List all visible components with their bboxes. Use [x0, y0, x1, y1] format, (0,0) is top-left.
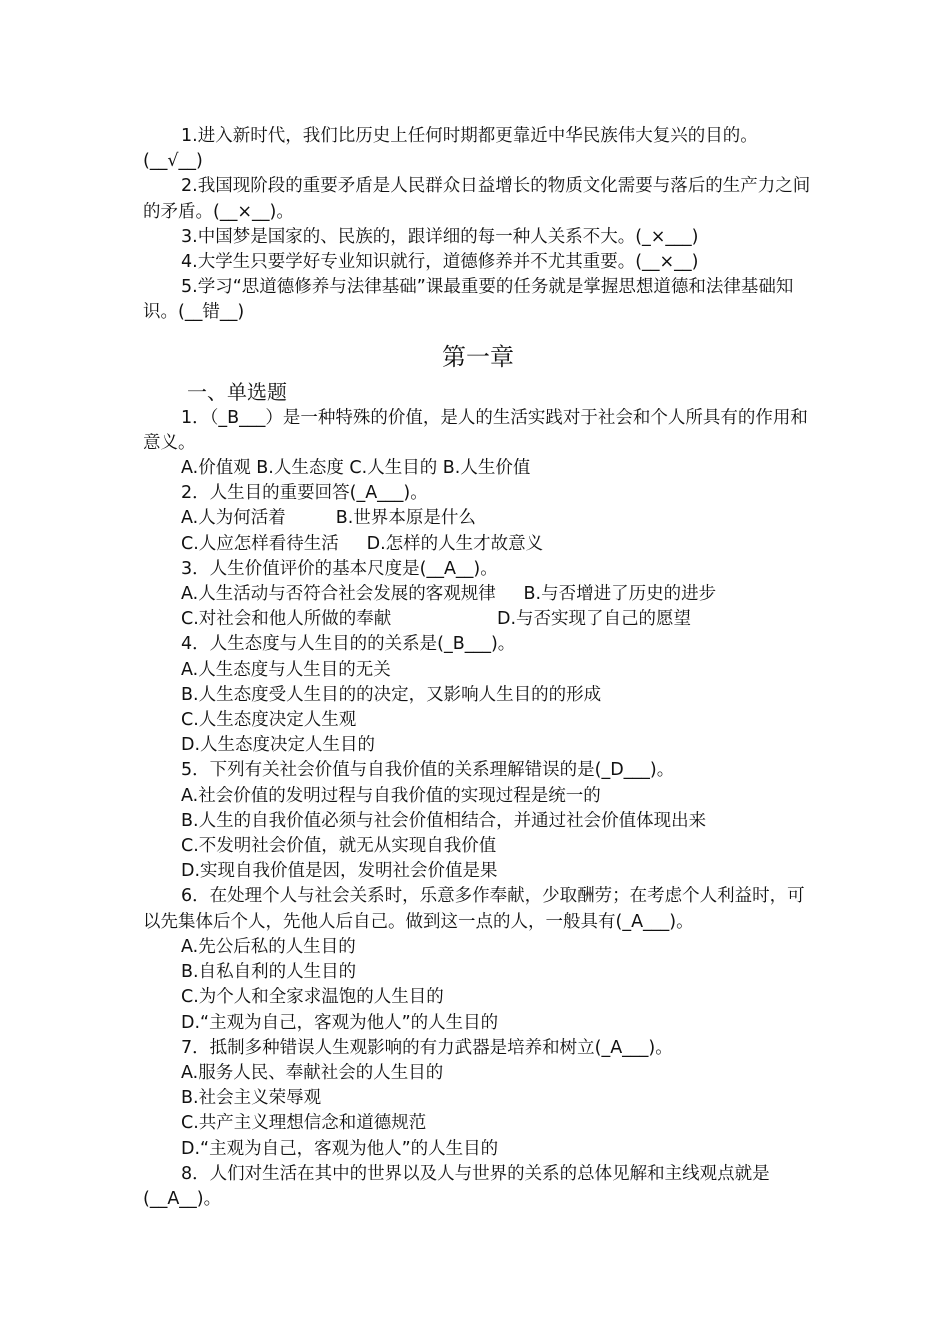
- question-stem: 1．（_B___）是一种特殊的价值，是人的生活实践对于社会和个人所具有的作用和意义。: [143, 407, 808, 453]
- question-7: [143, 1036, 813, 1162]
- question-stem: 4．人生态度与人生目的的关系是(_B___)。: [181, 634, 516, 655]
- section-title: 一、单选题: [187, 379, 287, 404]
- question-stem: 8．人们对生活在其中的世界以及人与世界的关系的总体见解和主线观点就是(__A__)。: [143, 1163, 770, 1209]
- question-stem: 5．下列有关社会价值与自我价值的关系理解错误的是(_D___)。: [181, 760, 675, 781]
- question-option: D.“主观为自己，客观为他人”的人生目的: [181, 1012, 499, 1033]
- document-body: [143, 124, 813, 1212]
- question-stem: 7．抵制多种错误人生观影响的有力武器是培养和树立(_A___)。: [181, 1037, 673, 1058]
- question-option: B.人生的自我价值必须与社会价值相结合，并通过社会价值体现出来: [181, 810, 707, 831]
- question-option: C.人生态度决定人生观: [181, 710, 357, 731]
- question-option: A.人生活动与否符合社会发展的客观规律 B.与否增进了历史的进步: [181, 584, 717, 605]
- intro-item: 5.学习“思道德修养与法律基础”课最重要的任务就是掌握思想道德和法律基础知识。(__错__): [143, 277, 794, 323]
- question-2: [143, 481, 813, 557]
- question-3: [143, 557, 813, 633]
- question-8: [143, 1162, 813, 1212]
- question-option: A.先公后私的人生目的: [181, 936, 356, 957]
- question-option: D.人生态度决定人生目的: [181, 735, 376, 756]
- question-option: B.自私自利的人生目的: [181, 962, 357, 983]
- question-option: C.为个人和全家求温饱的人生目的: [181, 987, 444, 1008]
- question-option: A.服务人民、奉献社会的人生目的: [181, 1062, 444, 1083]
- question-option: B.社会主义荣辱观: [181, 1088, 322, 1109]
- question-option: C.人应怎样看待生活 D.怎样的人生才故意义: [181, 533, 544, 554]
- question-option: D.“主观为自己，客观为他人”的人生目的: [181, 1138, 499, 1159]
- question-option: A.价值观 B.人生态度 C.人生目的 B.人生价值: [181, 458, 531, 479]
- question-6: [143, 884, 813, 1035]
- question-stem: 2．人生目的重要回答(_A___)。: [181, 483, 428, 504]
- question-option: B.人生态度受人生目的的决定，又影响人生目的的形成: [181, 684, 602, 705]
- chapter-title: 第一章: [442, 342, 514, 371]
- intro-item: 3.中国梦是国家的、民族的，跟详细的每一种人关系不大。(_×___): [181, 226, 699, 247]
- question-option: A.社会价值的发明过程与自我价值的实现过程是统一的: [181, 785, 601, 806]
- intro-item: 2.我国现阶段的重要矛盾是人民群众日益增长的物质文化需要与落后的生产力之间的矛盾。(__×__)。: [143, 176, 811, 222]
- intro-item: 1.进入新时代，我们比历史上任何时期都更靠近中华民族伟大复兴的目的。(__√__): [143, 126, 758, 172]
- question-5: [143, 758, 813, 884]
- question-option: C.共产主义理想信念和道德规范: [181, 1113, 427, 1134]
- question-4: [143, 632, 813, 758]
- question-option: C.对社会和他人所做的奉献 D.与否实现了自己的愿望: [181, 609, 692, 630]
- question-stem: 6．在处理个人与社会关系时，乐意多作奉献，少取酬劳；在考虑个人利益时，可以先集体后个人，先他人后自己。做到这一点的人，一般具有(_A___)。: [143, 886, 805, 932]
- question-1: [143, 406, 813, 482]
- intro-item: 4.大学生只要学好专业知识就行，道德修养并不尤其重要。(__×__): [181, 252, 699, 273]
- question-option: D.实现自我价值是因，发明社会价值是果: [181, 861, 498, 882]
- question-option: A.人为何活着 B.世界本原是什么: [181, 508, 476, 529]
- question-option: A.人生态度与人生目的无关: [181, 659, 391, 680]
- question-option: C.不发明社会价值，就无从实现自我价值: [181, 836, 497, 857]
- question-stem: 3．人生价值评价的基本尺度是(__A__)。: [181, 558, 498, 579]
